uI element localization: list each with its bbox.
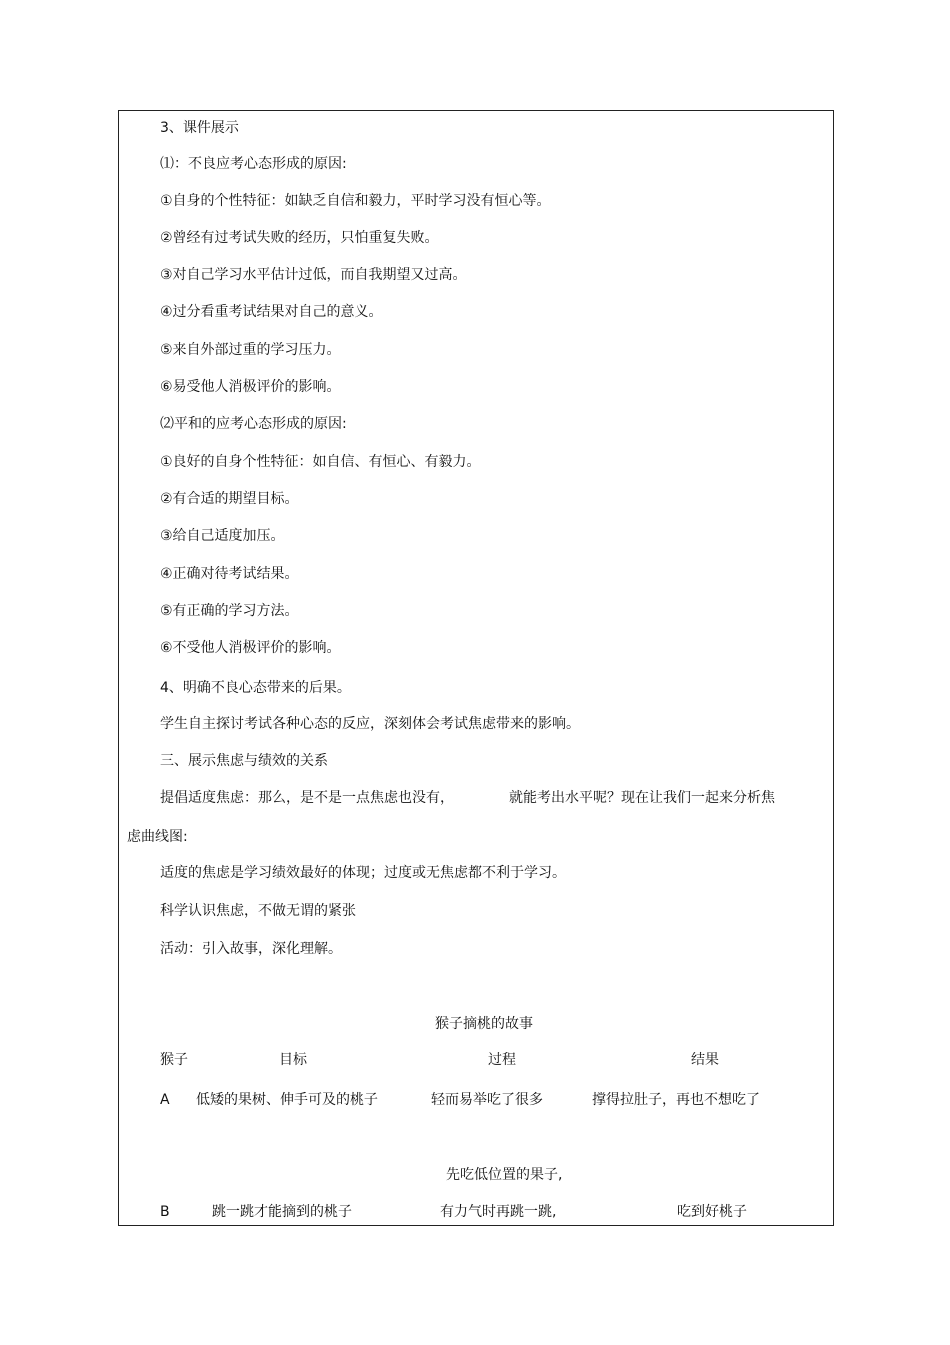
paragraph: 虑曲线图: [127,829,188,845]
story-title: 猴子摘桃的故事 [435,1016,533,1032]
list-item: ⑥易受他人消极评价的影响。 [160,379,341,395]
paragraph: 适度的焦虑是学习绩效最好的体现；过度或无焦虑都不利于学习。 [160,865,566,881]
list-item: ②曾经有过考试失败的经历，只怕重复失败。 [160,230,439,246]
section-heading: 3、课件展示 [160,120,239,136]
list-item: ③给自己适度加压。 [160,528,285,544]
list-item: ②有合适的期望目标。 [160,491,299,507]
story-cell: B [160,1204,170,1220]
story-cell: 低矮的果树、伸手可及的桃子 [196,1092,378,1108]
story-cell: 有力气时再跳一跳, [440,1204,557,1220]
story-header-cell: 目标 [279,1052,307,1068]
subheading: ⑵平和的应考心态形成的原因: [160,416,347,432]
list-item: ⑤有正确的学习方法。 [160,603,299,619]
list-item: ③对自己学习水平估计过低，而自我期望又过高。 [160,267,467,283]
story-header-cell: 过程 [488,1052,516,1068]
list-item: ④过分看重考试结果对自己的意义。 [160,304,383,320]
story-cell: 撑得拉肚子，再也不想吃了 [592,1092,760,1108]
story-cell: 先吃低位置的果子, [446,1167,563,1183]
list-item: ④正确对待考试结果。 [160,566,299,582]
paragraph: 提倡适度焦虑：那么，是不是一点焦虑也没有， [160,790,454,806]
subheading: ⑴：不良应考心态形成的原因: [160,156,347,172]
list-item: ⑤来自外部过重的学习压力。 [160,342,341,358]
story-cell: A [160,1092,170,1108]
section-heading: 三、展示焦虑与绩效的关系 [160,753,328,769]
story-header-cell: 猴子 [160,1052,188,1068]
story-cell: 跳一跳才能摘到的桃子 [212,1204,352,1220]
section-heading: 4、明确不良心态带来的后果。 [160,680,351,696]
paragraph: 就能考出水平呢？现在让我们一起来分析焦 [509,790,775,806]
paragraph: 学生自主探讨考试各种心态的反应，深刻体会考试焦虑带来的影响。 [160,716,580,732]
list-item: ①自身的个性特征：如缺乏自信和毅力，平时学习没有恒心等。 [160,193,551,209]
paragraph: 活动：引入故事，深化理解。 [160,941,342,957]
list-item: ⑥不受他人消极评价的影响。 [160,640,341,656]
paragraph: 科学认识焦虑，不做无谓的紧张 [160,903,356,919]
story-header-cell: 结果 [691,1052,719,1068]
story-cell: 吃到好桃子 [677,1204,747,1220]
story-cell: 轻而易举吃了很多 [431,1092,543,1108]
list-item: ①良好的自身个性特征：如自信、有恒心、有毅力。 [160,454,481,470]
